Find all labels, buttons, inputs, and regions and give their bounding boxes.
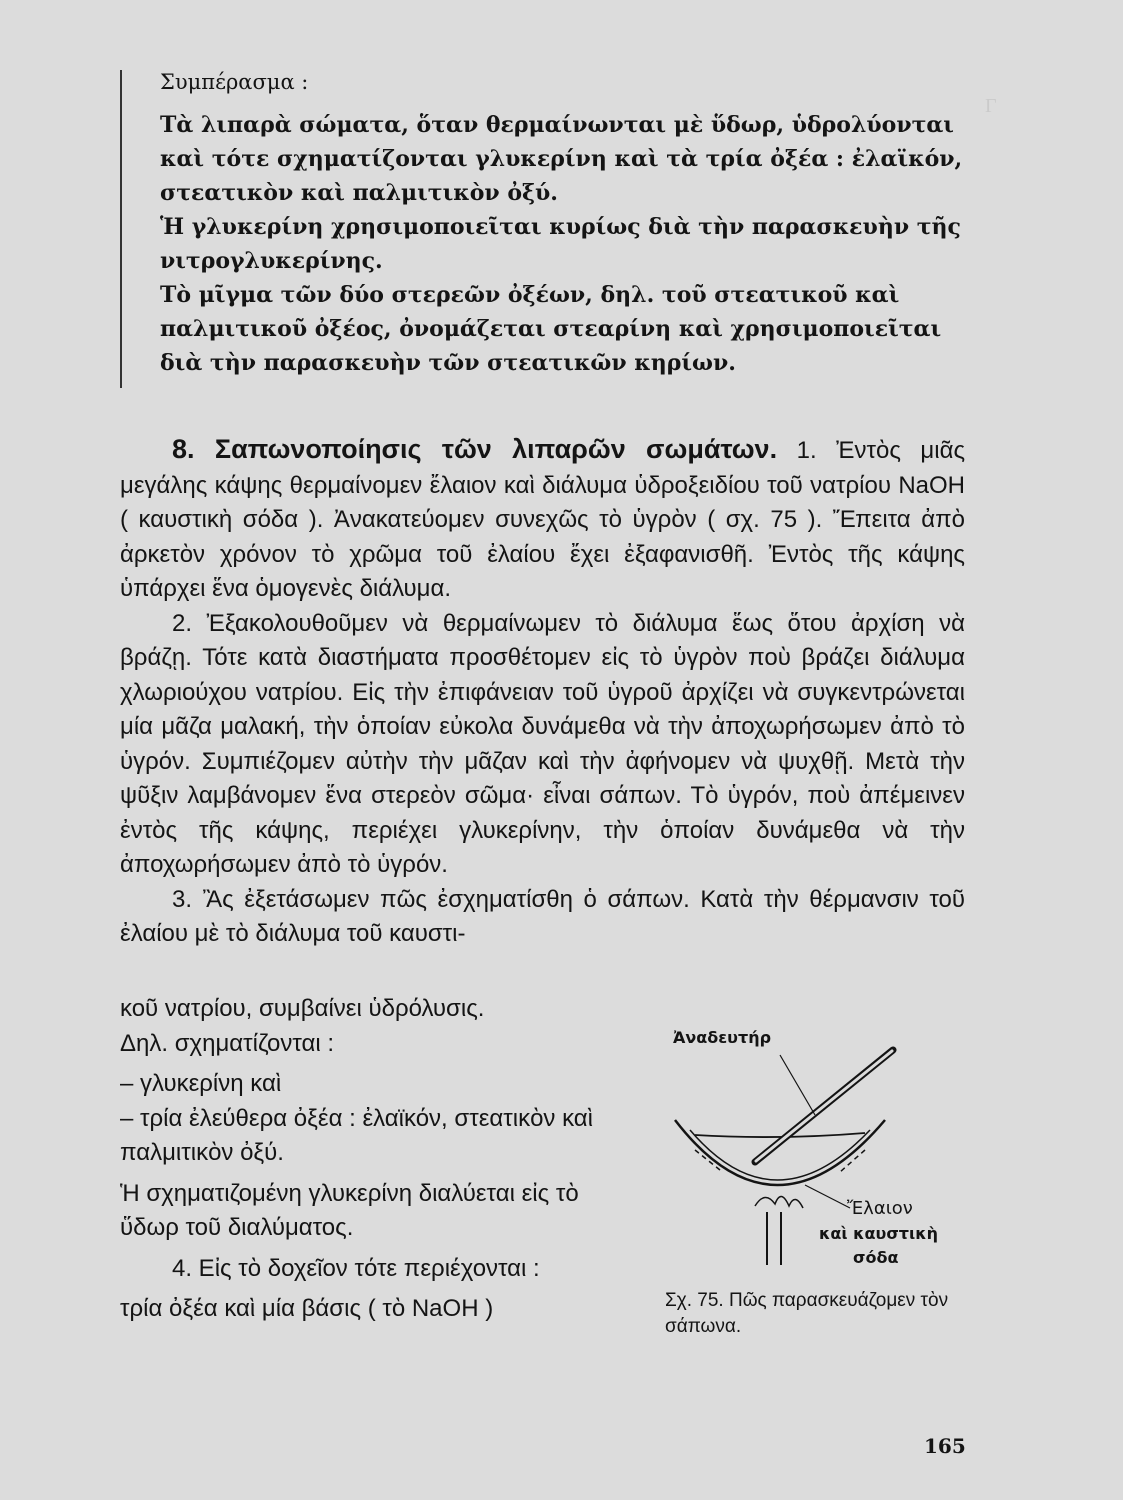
label-stirrer: Ἀναδευτήρ (673, 1028, 772, 1047)
section-title: 8. Σαπωνοποίησις τῶν λιπαρῶν σωμάτων. (172, 434, 778, 464)
section-body (120, 432, 965, 952)
last-line: τρία ὀξέα καὶ μία βάσις ( τὸ NaOH ) (120, 1295, 494, 1322)
paragraph-3-cont: κοῦ νατρίου, συμβαίνει ὑδρόλυσις. (120, 995, 485, 1022)
label-oil-3: σόδα (853, 1248, 899, 1267)
page-number: 165 (924, 1434, 966, 1458)
paragraph-2: 2. Ἐξακολουθοῦμεν νὰ θερμαίνωμεν τὸ διάλυμα ἕως ὅτου ἀρχίση νὰ βράζῃ. Τότε κατὰ διαστήματα προσθέτομεν εἰς τὸ ὑγρὸν ποὺ βράζει διάλυμα χλωριούχου νατρίου. Εἰς τὴν ἐπιφάνειαν τοῦ ὑγροῦ ἀρχίζει νὰ συγκεντρώνεται μία μᾶζα μαλακή, τὴν ὁποίαν εὐκολα δυνάμεθα νὰ τὴν ἀποχωρήσωμεν ἀπὸ τὸ ὑγρόν. Συμπιέζομεν αὐτὴν τὴν μᾶζαν καὶ τὴν ἀφήνομεν νὰ ψυχθῇ. Μετὰ τὴν ψῦξιν λαμβάνομεν ἕνα στερεὸν σῶμα· εἶναι σάπων. Τὸ ὑγρόν, ποὺ ἀπέμεινεν ἐντὸς τῆς κάψης, περιέχει γλυκερίνην, τὴν ὁποίαν δυνάμεθα νὰ τὴν ἀποχωρήσωμεν ἀπὸ τὸ ὑγρόν. (120, 609, 965, 878)
label-oil: Ἔλαιον (847, 1198, 913, 1219)
label-oil-2: καὶ καυστικὴ (819, 1224, 938, 1243)
paragraph-4: 4. Εἰς τὸ δοχεῖον τότε περιέχονται : (172, 1254, 540, 1282)
summary-paragraph-3: Τὸ μῖγμα τῶν δύο στερεῶν ὀξέων, δηλ. τοῦ στεατικοῦ καὶ παλμιτικοῦ ὀξέος, ὀνομάζεται στεαρίνη καὶ χρησιμοποιεῖται διὰ τὴν παρασκευὴν τῶν στεατικῶν κηρίων. (160, 282, 942, 376)
flame-icon (755, 1196, 803, 1208)
summary-heading: Συμπέρασμα : (160, 70, 309, 94)
paragraph-1: 1. Ἐντὸς μιᾶς μεγάλης κάψης θερμαίνομεν ἔλαιον καὶ διάλυμα ὑδροξειδίου τοῦ νατρίου NaOH ( καυστικὴ σόδα ). Ἀνακατεύομεν συνεχῶς τὸ ὑγρὸν ( σχ. 75 ). Ἔπειτα ἀπὸ ἀρκετὸν χρόνον τὸ χρῶμα τοῦ ἐλαίου ἔχει ἐξαφανισθῆ. Ἐντὸς τῆς κάψης ὑπάρχει ἕνα ὁμογενὲς διάλυμα. (120, 437, 966, 602)
figure-caption: Σχ. 75. Πῶς παρασκευάζομεν τὸν σάπωνα. (665, 1290, 949, 1337)
figure-75 (655, 1020, 975, 1270)
list-item-1: – γλυκερίνη καὶ (120, 1070, 282, 1097)
paragraph-3: 3. Ἂς ἐξετάσωμεν πῶς ἐσχηματίσθη ὁ σάπων. Κατὰ τὴν θέρμανσιν τοῦ ἐλαίου μὲ τὸ διάλυμα τοῦ καυστι- (120, 885, 965, 947)
glycerine-note: Ἡ σχηματιζομένη γλυκερίνη διαλύεται εἰς τὸ ὕδωρ τοῦ διαλύματος. (120, 1179, 579, 1241)
dil-line: Δηλ. σχηματίζονται : (120, 1029, 334, 1057)
summary-paragraph-1: Τὰ λιπαρὰ σώματα, ὅταν θερμαίνωνται μὲ ὕδωρ, ὑδρολύονται καὶ τότε σχηματίζονται γλυκερίνη καὶ τὰ τρία ὀξέα : ἐλαϊκόν, στεατικὸν καὶ παλμιτικὸν ὀξύ. (160, 112, 963, 206)
show-through: Γ (985, 95, 997, 117)
left-column (120, 992, 640, 1327)
summary-box (120, 70, 980, 388)
summary-paragraph-2: Ἡ γλυκερίνη χρησιμοποιεῖται κυρίως διὰ τὴν παρασκευὴν τῆς νιτρογλυκερίνης. (160, 214, 961, 274)
list-item-2: – τρία ἐλεύθερα ὀξέα : ἐλαϊκόν, στεατικὸν καὶ παλμιτικὸν ὀξύ. (120, 1104, 594, 1166)
section-p1 (120, 432, 965, 607)
bowl-outer (675, 1120, 885, 1185)
liquid-surface (695, 1133, 865, 1137)
